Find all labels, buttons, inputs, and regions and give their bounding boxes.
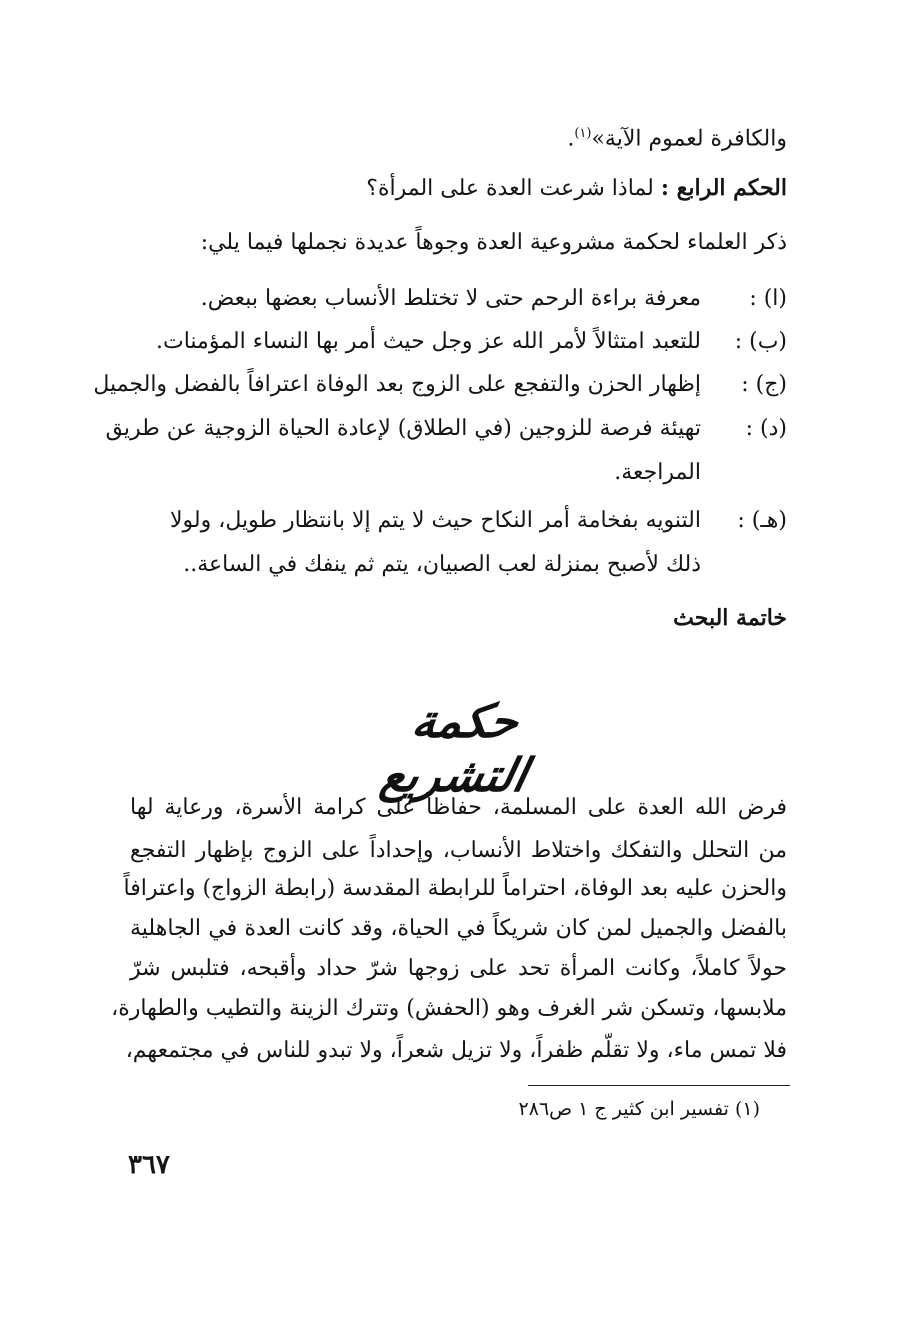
list-item-mark: (ا) : bbox=[749, 286, 787, 311]
list-item-text: إظهار الحزن والتفجع على الزوج بعد الوفاة اعترافاً بالفضل والجميل bbox=[93, 372, 701, 397]
list-item-text: للتعبد امتثالاً لأمر الله عز وجل حيث أمر بها النساء المؤمنات. bbox=[156, 329, 701, 354]
list-item-text-continued: المراجعة. bbox=[614, 460, 701, 485]
rule4-label: الحكم الرابع : bbox=[660, 175, 787, 201]
list-item-text: تهيئة فرصة للزوجين (في الطلاق) لإعادة الحياة الزوجية عن طريق bbox=[105, 416, 701, 441]
paragraph-line: والحزن عليه بعد الوفاة، احتراماً للرابطة المقدسة (رابطة الزواج) واعترافاً bbox=[123, 876, 787, 901]
footnote: (١) تفسير ابن كثير ج ١ ص٢٨٦ bbox=[518, 1098, 760, 1120]
page-number: ٣٦٧ bbox=[128, 1150, 170, 1180]
calligraphy-title bbox=[360, 680, 560, 802]
list-item-mark: (ج) : bbox=[741, 372, 787, 397]
list-item-text: التنويه بفخامة أمر النكاح حيث لا يتم إلا بانتظار طويل، ولولا bbox=[170, 508, 701, 533]
top-line: والكافرة لعموم الآية»$^{(١)}$. bbox=[567, 126, 787, 152]
rule4-line bbox=[130, 172, 787, 205]
paragraph-line: فرض الله العدة على المسلمة، حفاظاً على كرامة الأسرة، ورعاية لها bbox=[130, 795, 787, 820]
paragraph-line: من التحلل والتفكك واختلاط الأنساب، وإحداداً على الزوج بإظهار التفجع bbox=[130, 838, 787, 863]
paragraph-line: حولاً كاملاً، وكانت المرأة تحد على زوجها شرّ حداد وأقبحه، فتلبس شرّ bbox=[130, 956, 787, 981]
list-item bbox=[130, 326, 787, 358]
paragraph-line: بالفضل والجميل لمن كان شريكاً في الحياة، وقد كانت العدة في الجاهلية bbox=[130, 916, 787, 941]
footnote-divider bbox=[528, 1085, 790, 1086]
list-item-text: معرفة براءة الرحم حتى لا تختلط الأنساب بعضها ببعض. bbox=[200, 286, 701, 311]
paragraph-line: ملابسها، وتسكن شر الغرف وهو (الحفش) وتترك الزينة والتطيب والطهارة، bbox=[111, 996, 787, 1021]
list-item bbox=[105, 413, 787, 489]
footnote-ref: (١) bbox=[574, 126, 592, 141]
calligraphy-title-text: حكمة التشريع bbox=[376, 694, 533, 802]
rule4-question: لماذا شرعت العدة على المرأة؟ bbox=[366, 176, 654, 201]
list-item-text-continued: ذلك لأصبح بمنزلة لعب الصبيان، يتم ثم ينفك في الساعة.. bbox=[183, 552, 701, 577]
paragraph-line: فلا تمس ماء، ولا تقلّم ظفراً، ولا تزيل شعراً، ولا تبدو للناس في مجتمعهم، bbox=[125, 1038, 787, 1063]
list-item bbox=[130, 283, 787, 315]
list-item bbox=[130, 505, 787, 581]
list-item-mark: (هـ) : bbox=[737, 508, 787, 533]
intro-line: ذكر العلماء لحكمة مشروعية العدة وجوهاً عديدة نجملها فيما يلي: bbox=[200, 230, 787, 255]
list-item-mark: (د) : bbox=[745, 416, 787, 441]
conclusion-heading: خاتمة البحث bbox=[673, 605, 787, 631]
list-item-mark: (ب) : bbox=[734, 329, 787, 354]
list-item bbox=[93, 369, 787, 401]
